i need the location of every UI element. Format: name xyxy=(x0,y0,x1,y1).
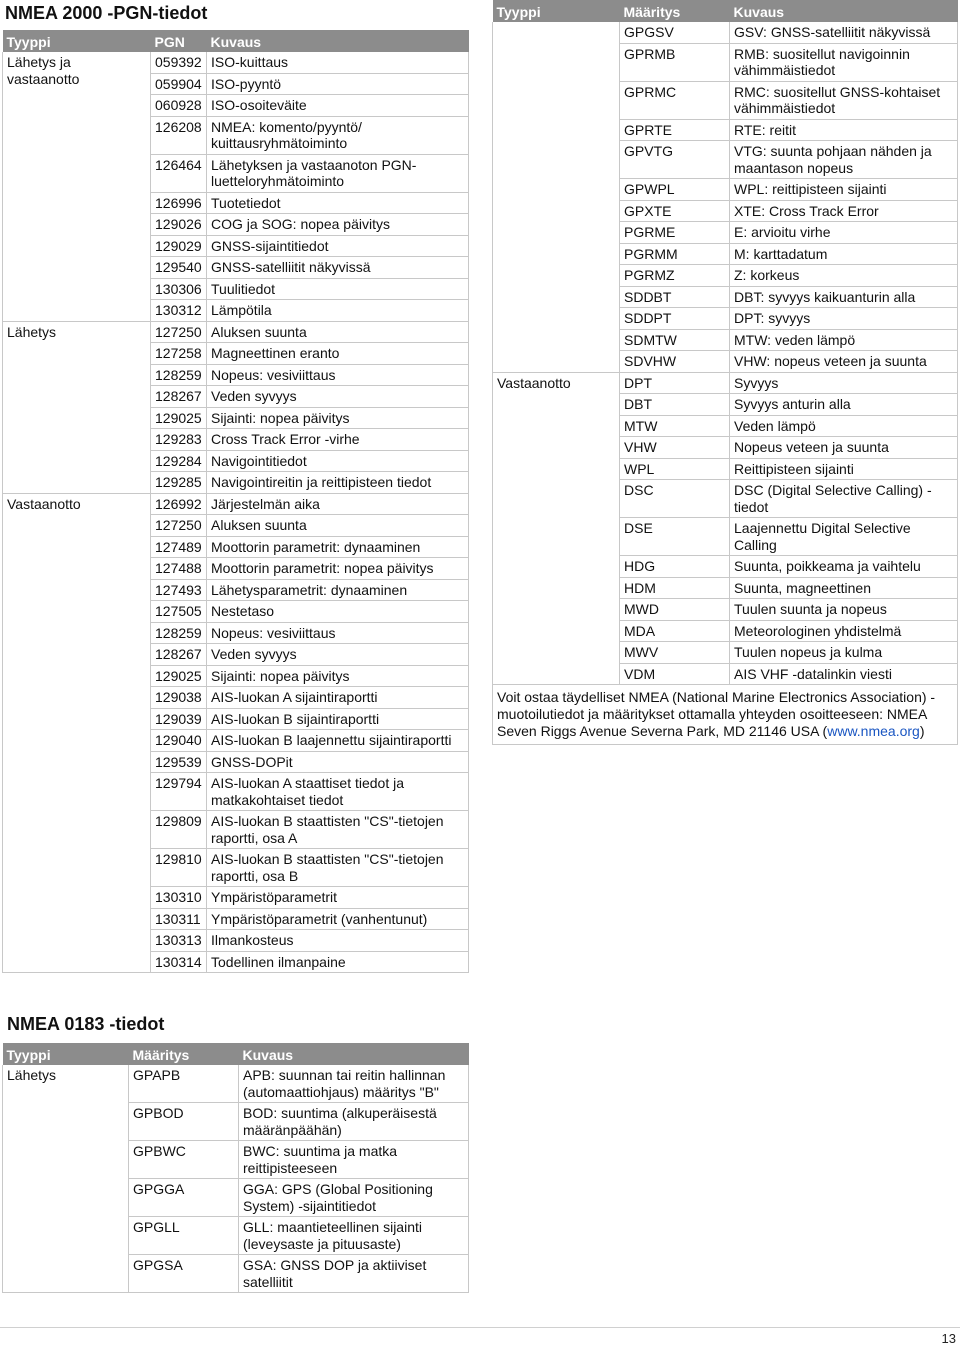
row-description: Ympäristöparametrit (vanhentunut) xyxy=(207,908,469,930)
row-description: APB: suunnan tai reitin hallinnan (automaattiohjaus) määritys "B" xyxy=(239,1065,469,1103)
pgn-table xyxy=(2,30,469,973)
row-type: Lähetys xyxy=(3,1065,129,1293)
row-code: 129025 xyxy=(151,665,207,687)
row-code: 127493 xyxy=(151,579,207,601)
row-code: SDDBT xyxy=(620,286,730,308)
nmea-website-link[interactable]: www.nmea.org xyxy=(827,723,920,739)
row-code: DPT xyxy=(620,372,730,394)
row-code: GPVTG xyxy=(620,141,730,179)
row-code: 129283 xyxy=(151,429,207,451)
row-code: SDDPT xyxy=(620,308,730,330)
row-description: ISO-pyyntö xyxy=(207,73,469,95)
row-code: GPWPL xyxy=(620,179,730,201)
row-code: 129284 xyxy=(151,450,207,472)
row-description: DPT: syvyys xyxy=(730,308,958,330)
row-description: Moottorin parametrit: nopea päivitys xyxy=(207,558,469,580)
row-description: RMC: suositellut GNSS-kohtaiset vähimmäistiedot xyxy=(730,81,958,119)
row-code: GPBWC xyxy=(129,1141,239,1179)
row-description: ISO-osoiteväite xyxy=(207,95,469,117)
row-description: Veden syvyys xyxy=(207,644,469,666)
row-code: 127488 xyxy=(151,558,207,580)
row-code: GPAPB xyxy=(129,1065,239,1103)
row-description: GNSS-sijaintitiedot xyxy=(207,235,469,257)
nmea-table-left xyxy=(2,1043,469,1293)
row-description: Syvyys xyxy=(730,372,958,394)
row-description: VTG: suunta pohjaan nähden ja maantason nopeus xyxy=(730,141,958,179)
row-description: Nopeus veteen ja suunta xyxy=(730,437,958,459)
row-description: Nopeus: vesiviittaus xyxy=(207,622,469,644)
row-code: HDM xyxy=(620,577,730,599)
row-description: XTE: Cross Track Error xyxy=(730,200,958,222)
row-description: AIS-luokan B staattisten "CS"-tietojen raportti, osa A xyxy=(207,811,469,849)
row-code: PGRMZ xyxy=(620,265,730,287)
row-description: Cross Track Error -virhe xyxy=(207,429,469,451)
row-description: Reittipisteen sijainti xyxy=(730,458,958,480)
row-description: Suunta, poikkeama ja vaihtelu xyxy=(730,556,958,578)
row-type: Vastaanotto xyxy=(493,372,620,685)
table-row xyxy=(3,493,469,515)
row-code: GPGLL xyxy=(129,1217,239,1255)
row-code: 129540 xyxy=(151,257,207,279)
row-code: 128267 xyxy=(151,386,207,408)
row-description: Tuulitiedot xyxy=(207,278,469,300)
row-code: 129026 xyxy=(151,214,207,236)
nmea-right-header xyxy=(493,0,958,22)
row-code: DSE xyxy=(620,518,730,556)
row-description: Sijainti: nopea päivitys xyxy=(207,665,469,687)
row-description: GNSS-DOPit xyxy=(207,751,469,773)
row-code: 059392 xyxy=(151,52,207,73)
row-description: Järjestelmän aika xyxy=(207,493,469,515)
page-number: 13 xyxy=(941,1331,956,1346)
row-type xyxy=(493,22,620,372)
row-code: 129539 xyxy=(151,751,207,773)
row-description: Moottorin parametrit: dynaaminen xyxy=(207,536,469,558)
row-code: 129029 xyxy=(151,235,207,257)
row-description: WPL: reittipisteen sijainti xyxy=(730,179,958,201)
table-row xyxy=(3,321,469,343)
table-row xyxy=(3,1065,469,1103)
row-description: AIS-luokan A staattiset tiedot ja matkakohtaiset tiedot xyxy=(207,773,469,811)
row-description: Laajennettu Digital Selective Calling xyxy=(730,518,958,556)
row-description: Z: korkeus xyxy=(730,265,958,287)
row-description: Nestetaso xyxy=(207,601,469,623)
nmea-section-title: NMEA 0183 -tiedot xyxy=(7,1014,165,1034)
row-description: Ympäristöparametrit xyxy=(207,887,469,909)
row-description: Aluksen suunta xyxy=(207,321,469,343)
footnote-text: Voit ostaa täydelliset NMEA (National Marine Electronics Association) -muotoilutiedot ja määritykset ottamalla yhteyden osoitteeseen: NMEA Seven Riggs Avenue Severna Park, MD 21146 USA ( xyxy=(497,689,936,739)
row-code: MTW xyxy=(620,415,730,437)
row-description: Todellinen ilmanpaine xyxy=(207,951,469,973)
row-code: 130312 xyxy=(151,300,207,322)
pgn-table-header xyxy=(3,30,469,52)
row-description: GLL: maantieteellinen sijainti (leveysaste ja pituusaste) xyxy=(239,1217,469,1255)
row-description: RMB: suositellut navigoinnin vähimmäistiedot xyxy=(730,43,958,81)
row-code: PGRMM xyxy=(620,243,730,265)
row-code: GPGSV xyxy=(620,22,730,43)
row-code: 129039 xyxy=(151,708,207,730)
row-code: 129038 xyxy=(151,687,207,709)
row-code: PGRME xyxy=(620,222,730,244)
row-description: AIS-luokan B sijaintiraportti xyxy=(207,708,469,730)
row-code: WPL xyxy=(620,458,730,480)
row-code: GPRMC xyxy=(620,81,730,119)
row-code: VDM xyxy=(620,663,730,685)
row-code: 127250 xyxy=(151,515,207,537)
row-code: MWV xyxy=(620,642,730,664)
row-code: 129810 xyxy=(151,849,207,887)
row-description: Veden syvyys xyxy=(207,386,469,408)
row-description: E: arvioitu virhe xyxy=(730,222,958,244)
row-description: M: karttadatum xyxy=(730,243,958,265)
row-code: DSC xyxy=(620,480,730,518)
row-code: 126992 xyxy=(151,493,207,515)
table-row xyxy=(3,52,469,73)
row-code: 129040 xyxy=(151,730,207,752)
header-description: Kuvaus xyxy=(730,0,958,22)
row-code: 130314 xyxy=(151,951,207,973)
header-description: Kuvaus xyxy=(207,30,469,52)
row-code: DBT xyxy=(620,394,730,416)
row-code: 127250 xyxy=(151,321,207,343)
row-code: 128267 xyxy=(151,644,207,666)
row-description: GSV: GNSS-satelliitit näkyvissä xyxy=(730,22,958,43)
row-code: GPRMB xyxy=(620,43,730,81)
footer-divider xyxy=(0,1327,960,1328)
row-code: 129285 xyxy=(151,472,207,494)
row-description: ISO-kuittaus xyxy=(207,52,469,73)
row-description: COG ja SOG: nopea päivitys xyxy=(207,214,469,236)
right-column xyxy=(492,0,958,745)
row-description: MTW: veden lämpö xyxy=(730,329,958,351)
left-column xyxy=(2,0,469,1290)
row-code: 129794 xyxy=(151,773,207,811)
row-description: RTE: reitit xyxy=(730,119,958,141)
row-code: GPGGA xyxy=(129,1179,239,1217)
row-code: 059904 xyxy=(151,73,207,95)
row-description: Lähetysparametrit: dynaaminen xyxy=(207,579,469,601)
row-code: 128259 xyxy=(151,364,207,386)
row-description: GSA: GNSS DOP ja aktiiviset satelliitit xyxy=(239,1255,469,1293)
row-code: 130306 xyxy=(151,278,207,300)
row-description: Tuulen nopeus ja kulma xyxy=(730,642,958,664)
row-code: GPBOD xyxy=(129,1103,239,1141)
row-code: SDMTW xyxy=(620,329,730,351)
nmea-table-right xyxy=(492,0,958,685)
row-description: Navigointitiedot xyxy=(207,450,469,472)
row-description: Sijainti: nopea päivitys xyxy=(207,407,469,429)
header-type: Tyyppi xyxy=(3,30,151,52)
row-description: Navigointireitin ja reittipisteen tiedot xyxy=(207,472,469,494)
row-description: Syvyys anturin alla xyxy=(730,394,958,416)
row-code: 126464 xyxy=(151,154,207,192)
header-definition: Määritys xyxy=(129,1043,239,1065)
row-description: DBT: syvyys kaikuanturin alla xyxy=(730,286,958,308)
row-code: 128259 xyxy=(151,622,207,644)
row-description: Lähetyksen ja vastaanoton PGN-luetteloryhmätoiminto xyxy=(207,154,469,192)
row-description: BWC: suuntima ja matka reittipisteeseen xyxy=(239,1141,469,1179)
row-type: Lähetys ja vastaanotto xyxy=(3,52,151,321)
row-code: GPGSA xyxy=(129,1255,239,1293)
row-code: 060928 xyxy=(151,95,207,117)
row-code: 127505 xyxy=(151,601,207,623)
row-description: AIS-luokan A sijaintiraportti xyxy=(207,687,469,709)
table-row xyxy=(493,22,958,43)
header-pgn: PGN xyxy=(151,30,207,52)
row-description: GGA: GPS (Global Positioning System) -sijaintitiedot xyxy=(239,1179,469,1217)
row-description: Lämpötila xyxy=(207,300,469,322)
row-description: Tuulen suunta ja nopeus xyxy=(730,599,958,621)
row-code: SDVHW xyxy=(620,351,730,373)
row-description: Tuotetiedot xyxy=(207,192,469,214)
row-description: GNSS-satelliitit näkyvissä xyxy=(207,257,469,279)
row-code: 126208 xyxy=(151,116,207,154)
row-description: DSC (Digital Selective Calling) -tiedot xyxy=(730,480,958,518)
row-description: AIS-luokan B laajennettu sijaintiraportti xyxy=(207,730,469,752)
table-row xyxy=(493,372,958,394)
header-definition: Määritys xyxy=(620,0,730,22)
row-code: 126996 xyxy=(151,192,207,214)
row-description: AIS-luokan B staattisten "CS"-tietojen raportti, osa B xyxy=(207,849,469,887)
row-code: GPRTE xyxy=(620,119,730,141)
header-type: Tyyppi xyxy=(493,0,620,22)
row-description: AIS VHF -datalinkin viesti xyxy=(730,663,958,685)
row-description: NMEA: komento/pyyntö/ kuittausryhmätoiminto xyxy=(207,116,469,154)
row-code: 127489 xyxy=(151,536,207,558)
row-description: VHW: nopeus veteen ja suunta xyxy=(730,351,958,373)
row-code: 130310 xyxy=(151,887,207,909)
row-code: MWD xyxy=(620,599,730,621)
header-type: Tyyppi xyxy=(3,1043,129,1065)
pgn-section-title: NMEA 2000 -PGN-tiedot xyxy=(5,3,208,23)
row-code: 130311 xyxy=(151,908,207,930)
row-code: HDG xyxy=(620,556,730,578)
row-type: Vastaanotto xyxy=(3,493,151,973)
row-code: VHW xyxy=(620,437,730,459)
header-description: Kuvaus xyxy=(239,1043,469,1065)
row-code: 130313 xyxy=(151,930,207,952)
row-description: Nopeus: vesiviittaus xyxy=(207,364,469,386)
row-description: BOD: suuntima (alkuperäisestä määränpäähän) xyxy=(239,1103,469,1141)
row-code: 129025 xyxy=(151,407,207,429)
row-description: Ilmankosteus xyxy=(207,930,469,952)
nmea-footnote xyxy=(492,685,958,745)
row-description: Suunta, magneettinen xyxy=(730,577,958,599)
row-description: Magneettinen eranto xyxy=(207,343,469,365)
row-code: MDA xyxy=(620,620,730,642)
row-description: Meteorologinen yhdistelmä xyxy=(730,620,958,642)
row-description: Veden lämpö xyxy=(730,415,958,437)
row-code: 127258 xyxy=(151,343,207,365)
row-code: 129809 xyxy=(151,811,207,849)
nmea-left-header xyxy=(3,1043,469,1065)
row-description: Aluksen suunta xyxy=(207,515,469,537)
row-type: Lähetys xyxy=(3,321,151,493)
footnote-end: ) xyxy=(919,723,925,739)
row-code: GPXTE xyxy=(620,200,730,222)
